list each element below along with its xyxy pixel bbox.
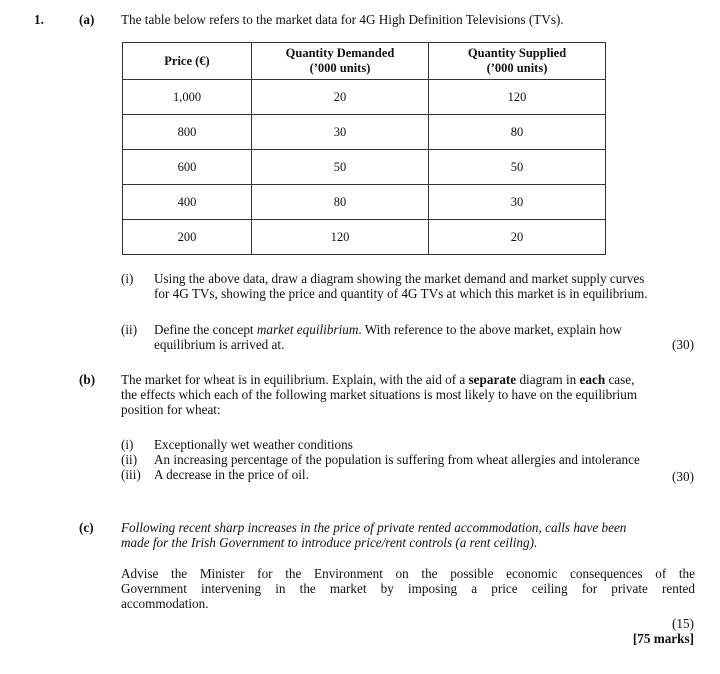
sub-a-ii-line2: equilibrium is arrived at. — [154, 337, 285, 352]
table-row — [123, 185, 606, 220]
part-a-intro: The table below refers to the market data for 4G High Definition Televisions (TVs). — [121, 12, 564, 27]
cell-quantity-supplied: 120 — [429, 80, 606, 115]
sub-a-ii-line1-pre: Define the concept — [154, 322, 257, 337]
cell-price: 400 — [123, 185, 252, 220]
part-c-body-line3: accommodation. — [121, 596, 209, 611]
header-qs-line2: (’000 units) — [486, 61, 548, 75]
cell-quantity-demanded: 120 — [252, 220, 429, 255]
header-qs-line1: Quantity Supplied — [467, 46, 567, 60]
part-b-label: (b) — [79, 372, 96, 387]
part-a-marks: (30) — [672, 337, 694, 352]
total-marks: [75 marks] — [632, 631, 694, 646]
table-row — [123, 220, 606, 255]
header-price-line1: Price (€) — [164, 53, 210, 68]
cell-price: 600 — [123, 150, 252, 185]
part-b-intro-2: diagram in — [516, 372, 580, 387]
sub-a-i-number: (i) — [121, 271, 134, 286]
part-b-intro — [121, 372, 701, 417]
header-quantity-demanded — [252, 43, 429, 80]
header-qd-line2: (’000 units) — [309, 61, 371, 75]
part-c-italic-line2: made for the Irish Government to introduce price/rent controls (a rent ceiling). — [121, 535, 538, 550]
list-item — [121, 437, 711, 452]
cell-quantity-demanded: 50 — [252, 150, 429, 185]
cell-quantity-demanded: 80 — [252, 185, 429, 220]
part-b-intro-bold-2: each — [579, 372, 606, 387]
part-b-intro-1: The market for wheat is in equilibrium. Explain, with the aid of a — [121, 372, 469, 387]
cell-quantity-supplied: 30 — [429, 185, 606, 220]
list-item-number: (iii) — [121, 467, 141, 482]
table-header-row — [123, 43, 606, 80]
part-c-body-line1: Advise the Minister for the Environment on the possible economic consequences of the — [121, 566, 695, 581]
question-number: 1. — [34, 12, 44, 27]
list-item — [121, 452, 711, 467]
header-price — [123, 43, 252, 80]
market-data-table — [122, 42, 606, 255]
cell-quantity-supplied: 20 — [429, 220, 606, 255]
part-c-body — [121, 566, 695, 611]
cell-price: 1,000 — [123, 80, 252, 115]
list-item-number: (i) — [121, 437, 134, 452]
header-qd-line1: Quantity Demanded — [285, 46, 395, 60]
part-c-marks: (15) — [672, 616, 694, 631]
list-item-text: A decrease in the price of oil. — [154, 467, 309, 482]
list-item-text: Exceptionally wet weather conditions — [154, 437, 353, 452]
part-c-label: (c) — [79, 520, 94, 535]
part-b-intro-line2: the effects which each of the following market situations is most likely to have on the equilibrium — [121, 387, 638, 402]
part-c-italic-line1: Following recent sharp increases in the price of private rented accommodation, calls have been — [121, 520, 627, 535]
sub-a-ii-line1-post: . With reference to the above market, explain how — [358, 322, 622, 337]
sub-a-ii-text — [154, 322, 694, 352]
part-c-italic-intro — [121, 520, 701, 550]
cell-quantity-demanded: 30 — [252, 115, 429, 150]
cell-price: 200 — [123, 220, 252, 255]
part-b-intro-3: case, — [605, 372, 635, 387]
list-item-number: (ii) — [121, 452, 138, 467]
sub-a-i-line1: Using the above data, draw a diagram showing the market demand and market supply curves — [154, 271, 645, 286]
part-b-marks: (30) — [672, 469, 694, 484]
cell-quantity-supplied: 80 — [429, 115, 606, 150]
cell-price: 800 — [123, 115, 252, 150]
list-item — [121, 467, 711, 482]
sub-a-i-line2: for 4G TVs, showing the price and quantity of 4G TVs at which this market is in equilibrium. — [154, 286, 648, 301]
part-b-list — [121, 437, 711, 482]
table-row — [123, 150, 606, 185]
part-c-body-line2: Government intervening in the market by imposing a price ceiling for private rented — [121, 581, 695, 596]
sub-a-ii-number: (ii) — [121, 322, 138, 337]
table-row — [123, 80, 606, 115]
sub-a-i-text — [154, 271, 702, 301]
part-b-intro-line3: position for wheat: — [121, 402, 221, 417]
list-item-text: An increasing percentage of the population is suffering from wheat allergies and intolerance — [154, 452, 640, 467]
cell-quantity-supplied: 50 — [429, 150, 606, 185]
part-a-label: (a) — [79, 12, 95, 27]
header-quantity-supplied — [429, 43, 606, 80]
cell-quantity-demanded: 20 — [252, 80, 429, 115]
table-row — [123, 115, 606, 150]
part-b-intro-bold-1: separate — [468, 372, 517, 387]
sub-a-ii-term: market equilibrium — [256, 322, 359, 337]
